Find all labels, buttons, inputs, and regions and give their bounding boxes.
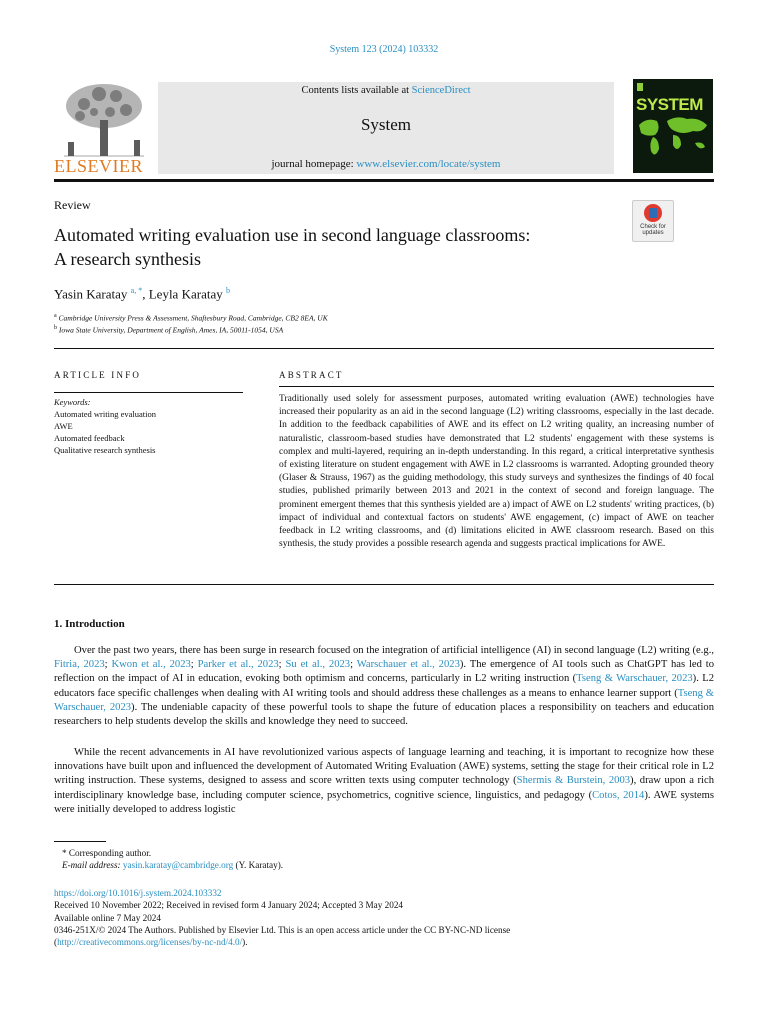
cover-title: SYSTEM xyxy=(636,95,703,114)
divider xyxy=(54,392,243,393)
text-run: ). AWE systems were initially developed to address logistic xyxy=(54,789,714,815)
elsevier-logo xyxy=(54,80,154,175)
divider xyxy=(54,584,714,585)
divider xyxy=(54,348,714,349)
text-run: ; xyxy=(190,659,198,671)
article-type: Review xyxy=(54,198,91,212)
text-run: ; xyxy=(350,659,357,671)
keyword: Automated writing evaluation xyxy=(54,409,156,419)
journal-homepage: journal homepage: www.elsevier.com/locate/system xyxy=(271,158,501,170)
journal-banner xyxy=(158,82,614,174)
text-run: ). The emergence of AI tools such as ChatGPT has led to reflection on the impact of AI in education, evoking both optimism and concerns, particularly in L2 writing instruction ( xyxy=(54,659,715,685)
running-head[interactable]: System 123 (2024) 103332 xyxy=(329,44,439,55)
divider xyxy=(279,386,714,387)
body-paragraph xyxy=(54,644,714,729)
elsevier-wordmark: ELSEVIER xyxy=(54,156,143,176)
text-run: ). The undeniable capacity of these powerful tools to shape the future of education places a responsibility on teachers and education researchers to help students develop the skills and knowledge they need to succeed. xyxy=(54,701,714,728)
abstract-heading: ABSTRACT xyxy=(279,370,344,380)
text-run: While the recent advancements in AI have revolutionized various aspects of language learning and teaching, it is important to recognize how these innovations have built upon and influenced the development of Automated Writing Evaluation (AWE) systems, setting the stage for their critical role in L2 writing instruction. These systems, designed to assess and score written texts using computer technology ( xyxy=(54,747,714,787)
keyword: Qualitative research synthesis xyxy=(54,445,156,455)
abstract-text: Traditionally used solely for assessment purposes, automated writing evaluation (AWE) technologies have increased their popularity as an aid in the second language (L2) writing classrooms, especially in the last decade. In addition to the feedback capabilities of AWE and its effect on L2 writing quality, an increasing number of naturalistic, classroom-based studies have demonstrated that L2 students' engagement with these systems is complex and multi-layered, requiring an in-depth understanding. In this regard, a critical interpretative synthesis of existing literature on student engagement with AWE in L2 classrooms is warranted. Adopting grounded theory (Glaser & Strauss, 1967) as the guiding methodology, this study surveys and synthesizes the findings of 40 focal studies, published primarily between 2013 and 2021 in the context of second and foreign language. The prominent emergent themes that this synthesis yielded are a) impact of AWE on L2 students' writing practices, (b) impact of individual and contextual factors on students' AWE engagement, (c) impact of AWE on teacher feedback in L2 writing classrooms, and (d) limitations elicited in AWE classroom research. Based on this synthesis, the study provides a possible research agenda and suggests practical implications for AWE. xyxy=(279,394,714,550)
citation-link[interactable]: Warschauer et al., 2023 xyxy=(356,659,460,671)
text-run: Over the past two years, there has been surge in research focused on the integration of artificial intelligence (AI) in second language (L2) writing (e.g., xyxy=(74,645,714,656)
journal-name: System xyxy=(360,115,412,134)
author-name[interactable]: Leyla Karatay xyxy=(148,286,223,302)
email-note: E-mail address: yasin.karatay@cambridge.org (Y. Karatay). xyxy=(62,860,284,871)
author-list: Yasin Karatay $^{a, *}$, Leyla Karatay $^b$ xyxy=(54,286,230,302)
affiliation: $^b$ Iowa State University, Department of English, Ames, IA, 50011-1054, USA xyxy=(54,325,284,335)
author-affiliation-marker[interactable]: a, * xyxy=(130,286,143,295)
tree-icon xyxy=(54,80,154,158)
article-info-heading: ARTICLE INFO xyxy=(54,370,142,380)
homepage-link[interactable]: www.elsevier.com/locate/system xyxy=(356,158,501,170)
text-run: ), draw upon a rich interdisciplinary knowledge base, including computer science, psychometrics, cognitive science, linguistics, and pedagogy ( xyxy=(54,775,714,801)
citation-link[interactable]: Shermis & Burstein, 2003 xyxy=(516,775,631,787)
keywords-label: Keywords: xyxy=(54,397,91,407)
license-statement: 0346-251X/© 2024 The Authors. Published by Elsevier Ltd. This is an open access article under the CC BY-NC-ND license (http://creativecommons.org/licenses/by-nc-nd/4.0/). xyxy=(54,924,511,948)
check-for-updates-badge[interactable]: Check for updates xyxy=(632,200,674,242)
available-online: Available online 7 May 2024 xyxy=(54,912,161,923)
author-name[interactable]: Yasin Karatay xyxy=(54,286,128,302)
citation-link[interactable]: Su et al., 2023 xyxy=(285,659,351,671)
text-run: ; xyxy=(278,659,286,671)
article-title: Automated writing evaluation use in second language classrooms: A research synthesis xyxy=(54,225,531,269)
footnote-separator xyxy=(54,841,106,842)
citation-link[interactable]: Tseng & Warschauer, 2023 xyxy=(576,673,693,685)
affiliation: $^a$ Cambridge University Press & Assessment, Shaftesbury Road, Cambridge, CB2 8EA, UK xyxy=(54,313,328,323)
author-affiliation-marker[interactable]: b xyxy=(225,286,230,295)
citation-link[interactable]: Fitria, 2023 xyxy=(54,659,105,671)
keyword: AWE xyxy=(54,421,73,431)
world-map-icon xyxy=(633,79,713,173)
citation-link[interactable]: Parker et al., 2023 xyxy=(197,659,279,671)
body-paragraph xyxy=(54,746,714,817)
text-run: ; xyxy=(104,659,112,671)
history-dates: Received 10 November 2022; Received in revised form 4 January 2024; Accepted 3 May 2024 xyxy=(54,900,404,911)
citation-link[interactable]: Kwon et al., 2023 xyxy=(111,659,191,671)
section-heading: 1. Introduction xyxy=(54,618,125,630)
sciencedirect-link[interactable]: ScienceDirect xyxy=(411,85,471,96)
license-link[interactable]: http://creativecommons.org/licenses/by-nc-nd/4.0/ xyxy=(57,937,243,948)
citation-link[interactable]: Cotos, 2014 xyxy=(592,789,645,801)
journal-cover[interactable] xyxy=(633,79,713,173)
keywords-block xyxy=(54,396,156,456)
footnote xyxy=(62,847,283,872)
keyword: Automated feedback xyxy=(54,433,125,443)
doi-link[interactable]: https://doi.org/10.1016/j.system.2024.103332 xyxy=(54,888,222,898)
email-link[interactable]: yasin.karatay@cambridge.org xyxy=(122,860,234,871)
header-rule xyxy=(54,179,714,182)
corresponding-author-note: * Corresponding author. xyxy=(62,848,152,858)
citation-link[interactable]: Tseng & Warschauer, 2023 xyxy=(54,687,714,713)
text-run: ). L2 educators face specific challenges when dealing with AI writing tools and should address these challenges as a means to enhance learner support ( xyxy=(54,673,714,699)
article-metadata xyxy=(54,887,714,948)
bookmark-icon xyxy=(644,204,662,222)
contents-available: Contents lists available at ScienceDirect xyxy=(301,85,471,96)
